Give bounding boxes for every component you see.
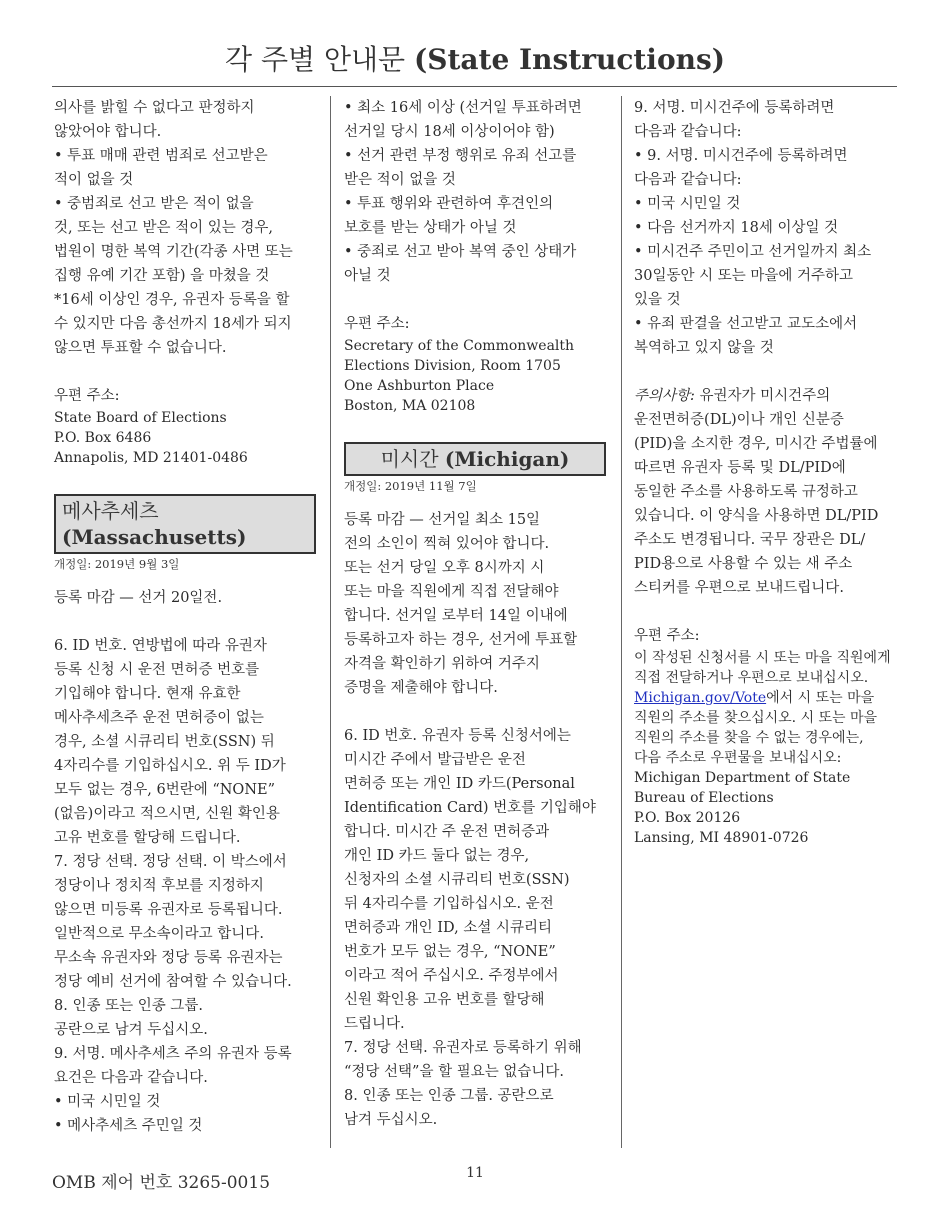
text-line: 면허증과 개인 ID, 소셜 시큐리티 [344,920,552,936]
text-line: 않으면 미등록 유권자로 등록됩니다. [54,902,283,918]
text-line: 메사추세츠주 운전 면허증이 없는 [54,710,264,726]
text-line: 8. 인종 또는 인종 그룹. [54,998,203,1014]
address-line: P.O. Box 20126 [634,810,741,826]
michigan-address-label: 우편 주소: [634,628,700,644]
massachusetts-revised-date: 개정일: 2019년 9월 3일 [54,557,180,571]
text-line: • 미국 시민일 것 [634,196,741,212]
text-line: 운전면허증(DL)이나 개인 신분증 [634,412,844,428]
text-line: *16세 이상인 경우, 유권자 등록을 할 [54,292,290,308]
text-line: 주소도 변경됩니다. 국무 장관은 DL/ [634,532,866,548]
text-line: 30일동안 시 또는 마을에 거주하고 [634,268,853,284]
massachusetts-instructions [54,634,316,1138]
text-line: 면허증 또는 개인 ID 카드(Personal [344,776,575,792]
text-line: 남겨 두십시오. [344,1112,438,1128]
text-line: • 투표 행위와 관련하여 후견인의 [344,196,554,212]
text-line: 전의 소인이 찍혀 있어야 합니다. [344,536,550,552]
text-line: 스티커를 우편으로 보내드립니다. [634,580,844,596]
address-line: State Board of Elections [54,410,227,426]
text-line: 법원이 명한 복역 기간(각종 사면 또는 [54,244,293,260]
text-line: 8. 인종 또는 인종 그룹. 공란으로 [344,1088,554,1104]
text-line: 않으면 투표할 수 없습니다. [54,340,227,356]
text-line: 합니다. 미시간 주 운전 면허증과 [344,824,550,840]
text-line: • 선거 관련 부정 행위로 유죄 선고를 [344,148,577,164]
address-line: Bureau of Elections [634,790,774,806]
michigan-notice [634,384,898,600]
massachusetts-heading-english: (Massachusetts) [62,525,247,549]
text-line: 수 있지만 다음 총선까지 18세가 되지 [54,316,292,332]
title-divider [52,86,897,87]
text-line: • 투표 매매 관련 범죄로 선고받은 [54,148,268,164]
text-line: 받은 적이 없을 것 [344,172,456,188]
text-line: 경우, 소셜 시큐리티 번호(SSN) 뒤 [54,734,275,750]
column-divider-2 [621,96,622,1148]
text-line: • 중죄로 선고 받아 복역 중인 상태가 [344,244,577,260]
text-line: Identification Card) 번호를 기입해야 [344,800,596,816]
text-line: • 다음 선거까지 18세 이상일 것 [634,220,839,236]
maryland-mailing-address [54,408,316,468]
text-line: 복역하고 있지 않을 것 [634,340,774,356]
text-line: 아닐 것 [344,268,391,284]
michigan-signature-requirements [634,96,898,360]
link-trailing-text: 에서 시 또는 마을 [766,690,875,706]
text-line: • 미시건주 주민이고 선거일까지 최소 [634,244,872,260]
address-line: One Ashburton Place [344,378,495,394]
michigan-mailing-address [634,768,898,848]
michigan-instructions [344,724,606,1132]
text-line: • 9. 서명. 미시건주에 등록하려면 [634,148,848,164]
notice-first-line: 유권자가 미시건주의 [694,388,831,404]
text-line: 9. 서명. 메사추세츠 주의 유권자 등록 [54,1046,292,1062]
column-2 [344,96,606,1132]
michigan-mail-instructions [634,648,898,768]
text-line: 직원의 주소를 찾을 수 없는 경우에는, [634,730,864,746]
text-line: (없음)이라고 적으시면, 신원 확인용 [54,806,280,822]
page-number: 11 [466,1165,484,1181]
text-line: 정당 예비 선거에 참여할 수 있습니다. [54,974,292,990]
text-line: 있을 것 [634,292,681,308]
text-line: 공란으로 남겨 두십시오. [54,1022,208,1038]
column-3 [634,96,898,848]
maryland-address-label: 우편 주소: [54,388,120,404]
column-divider-1 [330,96,331,1148]
text-line: 보호를 받는 상태가 아닐 것 [344,220,517,236]
text-line: 따르면 유권자 등록 및 DL/PID에 [634,460,846,476]
text-line: 등록 신청 시 운전 면허증 번호를 [54,662,260,678]
text-line: 요건은 다음과 같습니다. [54,1070,208,1086]
michigan-heading [344,442,606,476]
text-line: 의사를 밝힐 수 없다고 판정하지 [54,100,255,116]
text-line: 또는 선거 당일 오후 8시까지 시 [344,560,545,576]
text-line: 뒤 4자리수를 기입하십시오. 운전 [344,896,554,912]
text-line: 신원 확인용 고유 번호를 할당해 [344,992,545,1008]
text-line: 이 작성된 신청서를 시 또는 마을 직원에게 [634,650,891,666]
maryland-requirements [54,96,316,360]
massachusetts-requirements-continued [344,96,606,288]
massachusetts-mailing-address [344,336,606,416]
text-line: 9. 서명. 미시건주에 등록하려면 [634,100,835,116]
text-line: • 미국 시민일 것 [54,1094,161,1110]
text-line: 4자리수를 기입하십시오. 위 두 ID가 [54,758,286,774]
page-title-korean: 각 주별 안내문 [225,43,406,76]
text-line: 동일한 주소를 사용하도록 규정하고 [634,484,858,500]
text-line: • 중범죄로 선고 받은 적이 없을 [54,196,254,212]
omb-control-number: OMB 제어 번호 3265-0015 [52,1173,271,1193]
text-line: 집행 유예 기간 포함) 을 마쳤을 것 [54,268,270,284]
text-line: • 최소 16세 이상 (선거일 투표하려면 [344,100,582,116]
text-line: 않았어야 합니다. [54,124,162,140]
address-line: Annapolis, MD 21401-0486 [54,450,248,466]
text-line: 무소속 유권자와 정당 등록 유권자는 [54,950,283,966]
massachusetts-address-label: 우편 주소: [344,316,410,332]
text-line: 모두 없는 경우, 6번란에 “NONE” [54,782,276,798]
text-line: 있습니다. 이 양식을 사용하면 DL/PID [634,508,879,524]
text-line: 7. 정당 선택. 유권자로 등록하기 위해 [344,1040,582,1056]
text-line: 다음 주소로 우편물을 보내십시오: [634,750,842,766]
text-line: 7. 정당 선택. 정당 선택. 이 박스에서 [54,854,287,870]
text-line: 적이 없을 것 [54,172,134,188]
text-line: 6. ID 번호. 유권자 등록 신청서에는 [344,728,571,744]
text-line: 다음과 같습니다: [634,124,742,140]
text-line: 증명을 제출해야 합니다. [344,680,498,696]
text-line [634,688,898,708]
michigan-deadline [344,508,606,700]
page-title [0,40,950,80]
text-line: PID용으로 사용할 수 있는 새 주소 [634,556,853,572]
text-line: 선거일 당시 18세 이상이어야 함) [344,124,555,140]
text-line: • 유죄 판결을 선고받고 교도소에서 [634,316,858,332]
text-line: 개인 ID 카드 둘다 없는 경우, [344,848,530,864]
text-line: “정당 선택”을 할 필요는 없습니다. [344,1064,564,1080]
text-line: 등록하고자 하는 경우, 선거에 투표할 [344,632,578,648]
notice-label: 주의사항: [634,388,695,404]
text-line: 신청자의 소셜 시큐리티 번호(SSN) [344,872,570,888]
text-line [634,384,898,408]
michigan-vote-link[interactable]: Michigan.gov/Vote [634,690,767,706]
massachusetts-deadline: 등록 마감 — 선거 20일전. [54,590,223,606]
text-line: 번호가 모두 없는 경우, “NONE” [344,944,556,960]
address-line: Michigan Department of State [634,770,851,786]
text-line: 기입해야 합니다. 현재 유효한 [54,686,241,702]
text-line: 이라고 적어 주십시오. 주정부에서 [344,968,559,984]
michigan-heading-korean: 미시간 [380,447,439,471]
address-line: Elections Division, Room 1705 [344,358,561,374]
text-line: 드립니다. [344,1016,405,1032]
massachusetts-heading [54,494,316,554]
text-line: 고유 번호를 할당해 드립니다. [54,830,241,846]
address-line: Secretary of the Commonwealth [344,338,575,354]
massachusetts-heading-korean: 메사추세츠 [62,499,159,523]
text-line: (PID)을 소지한 경우, 미시간 주법률에 [634,436,878,452]
column-1 [54,96,316,1138]
text-line: 직원의 주소를 찾으십시오. 시 또는 마을 [634,710,878,726]
address-line: Lansing, MI 48901-0726 [634,830,809,846]
michigan-revised-date: 개정일: 2019년 11월 7일 [344,479,477,493]
text-line: 6. ID 번호. 연방법에 따라 유권자 [54,638,267,654]
address-line: P.O. Box 6486 [54,430,152,446]
page-title-english: (State Instructions) [414,43,725,76]
text-line: 합니다. 선거일 로부터 14일 이내에 [344,608,568,624]
text-line: 등록 마감 — 선거일 최소 15일 [344,512,541,528]
text-line: 자격을 확인하기 위하여 거주지 [344,656,540,672]
text-line: 직접 전달하거나 우편으로 보내십시오. [634,670,869,686]
address-line: Boston, MA 02108 [344,398,476,414]
text-line: 정당이나 정치적 후보를 지정하지 [54,878,264,894]
michigan-heading-english: (Michigan) [444,447,570,471]
text-line: 다음과 같습니다: [634,172,742,188]
text-line: 일반적으로 무소속이라고 합니다. [54,926,264,942]
text-line: 또는 마을 직원에게 직접 전달해야 [344,584,559,600]
text-line: 미시간 주에서 발급받은 운전 [344,752,526,768]
text-line: • 메사추세츠 주민일 것 [54,1118,203,1134]
text-line: 것, 또는 선고 받은 적이 있는 경우, [54,220,273,236]
